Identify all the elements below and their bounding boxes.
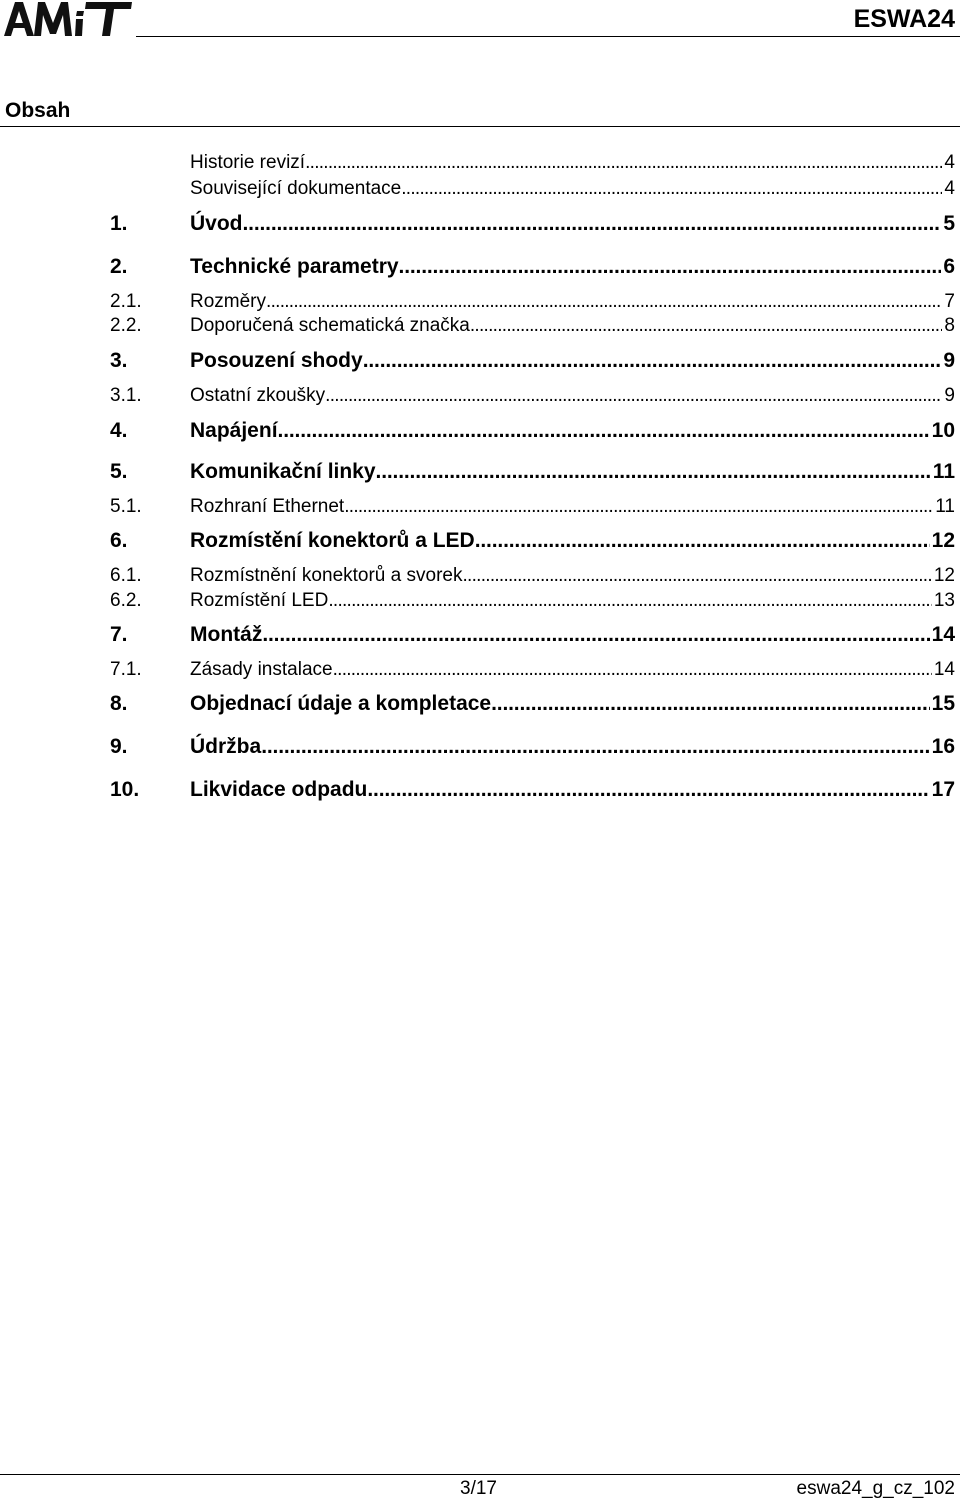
toc-entry-page: 10 (931, 419, 955, 442)
toc-entry-number: 3.1. (110, 385, 142, 406)
toc-entry-number: 6.1. (110, 565, 142, 586)
toc-leader-dots (262, 623, 929, 647)
toc-entry-page: 5 (943, 212, 955, 235)
toc-entry-number: 7. (110, 623, 128, 646)
toc-leader-dots (325, 385, 942, 407)
toc-entry-number: 2.2. (110, 315, 142, 336)
toc-entry-page: 17 (931, 778, 955, 801)
toc-entry-page: 14 (933, 659, 955, 680)
toc-leader-dots (333, 659, 932, 681)
toc-entry-page: 4 (944, 152, 955, 173)
toc-leader-dots (266, 291, 942, 313)
document-id: eswa24_g_cz_102 (796, 1478, 955, 1499)
toc-entry-label: Rozměry (190, 291, 267, 312)
toc-entry-label: Technické parametry (190, 255, 399, 278)
toc-entry-label: Objednací údaje a kompletace (190, 692, 492, 715)
toc-entry-label: Úvod (190, 212, 243, 235)
toc-entry[interactable] (110, 419, 955, 449)
toc-entry[interactable] (110, 692, 955, 722)
toc-entry[interactable] (110, 623, 955, 653)
toc-leader-dots (376, 460, 931, 484)
toc-entry[interactable] (110, 529, 955, 559)
toc-entry-page: 16 (931, 735, 955, 758)
toc-heading: Obsah (5, 99, 71, 122)
toc-entry-label: Rozmístění LED (190, 590, 329, 611)
toc-entry-page: 12 (931, 529, 955, 552)
toc-entry-label: Rozmístění konektorů a LED (190, 529, 475, 552)
amit-logo (4, 1, 134, 37)
toc-leader-dots (278, 419, 930, 443)
toc-entry-label: Rozhraní Ethernet (190, 496, 345, 517)
toc-leader-dots (363, 349, 942, 373)
toc-entry-page: 7 (944, 291, 955, 312)
toc-entry-number: 8. (110, 692, 128, 715)
toc-leader-dots (491, 692, 930, 716)
toc-entry-label: Historie revizí (190, 152, 306, 173)
toc-leader-dots (367, 778, 929, 802)
toc-heading-divider (0, 126, 960, 127)
toc-entry-label: Likvidace odpadu (190, 778, 368, 801)
toc-entry-label: Komunikační linky (190, 460, 376, 483)
toc-leader-dots (399, 255, 942, 279)
toc-entry-number: 10. (110, 778, 140, 801)
toc-entry-page: 12 (933, 565, 955, 586)
toc-entry-number: 9. (110, 735, 128, 758)
toc-entry[interactable] (110, 778, 955, 808)
header-divider (136, 36, 960, 37)
toc-entry-page: 9 (944, 385, 955, 406)
toc-entry-label: Doporučená schematická značka (190, 315, 470, 336)
toc-entry-page: 15 (931, 692, 955, 715)
toc-entry-page: 11 (935, 496, 955, 517)
toc-entry[interactable] (110, 496, 955, 526)
toc-entry-number: 6. (110, 529, 128, 552)
toc-leader-dots (261, 735, 929, 759)
document-code: ESWA24 (853, 5, 955, 33)
toc-entry-number: 5. (110, 460, 128, 483)
toc-entry[interactable] (110, 255, 955, 285)
toc-leader-dots (305, 152, 942, 174)
toc-leader-dots (344, 496, 933, 518)
toc-entry-page: 11 (932, 460, 955, 483)
toc-entry-page: 4 (944, 178, 955, 199)
toc-entry-label: Napájení (190, 419, 278, 442)
toc-entry[interactable] (110, 659, 955, 689)
toc-entry-page: 9 (943, 349, 955, 372)
toc-entry[interactable] (110, 178, 955, 208)
page-header (0, 0, 960, 42)
toc-leader-dots (328, 590, 932, 612)
toc-leader-dots (462, 565, 931, 587)
toc-entry-label: Údržba (190, 735, 262, 758)
toc-entry-label: Montáž (190, 623, 263, 646)
toc-leader-dots (470, 315, 943, 337)
toc-entry[interactable] (110, 212, 955, 242)
toc-entry-page: 14 (931, 623, 955, 646)
toc-entry[interactable] (110, 349, 955, 379)
toc-leader-dots (475, 529, 930, 553)
toc-entry-number: 7.1. (110, 659, 142, 680)
toc-entry-label: Rozmístnění konektorů a svorek (190, 565, 463, 586)
toc-entry-page: 13 (933, 590, 955, 611)
toc-entry[interactable] (110, 385, 955, 415)
toc-entry-number: 3. (110, 349, 128, 372)
toc-entry-label: Související dokumentace (190, 178, 402, 199)
toc-entry[interactable] (110, 460, 955, 490)
toc-leader-dots (243, 212, 942, 236)
toc-leader-dots (401, 178, 942, 200)
toc-entry-number: 4. (110, 419, 128, 442)
toc-entry[interactable] (110, 590, 955, 620)
toc-entry-number: 6.2. (110, 590, 142, 611)
toc-entry[interactable] (110, 315, 955, 345)
toc-entry-label: Posouzení shody (190, 349, 363, 372)
toc-entry-label: Ostatní zkoušky (190, 385, 326, 406)
toc-entry-label: Zásady instalace (190, 659, 333, 680)
footer-divider (0, 1474, 960, 1475)
toc-entry-number: 2. (110, 255, 128, 278)
toc-entry[interactable] (110, 735, 955, 765)
toc-entry-number: 1. (110, 212, 128, 235)
toc-entry-page: 8 (944, 315, 955, 336)
toc-entry-number: 5.1. (110, 496, 142, 517)
toc-entry-page: 6 (943, 255, 955, 278)
page-number: 3/17 (460, 1478, 497, 1499)
toc-entry-number: 2.1. (110, 291, 142, 312)
